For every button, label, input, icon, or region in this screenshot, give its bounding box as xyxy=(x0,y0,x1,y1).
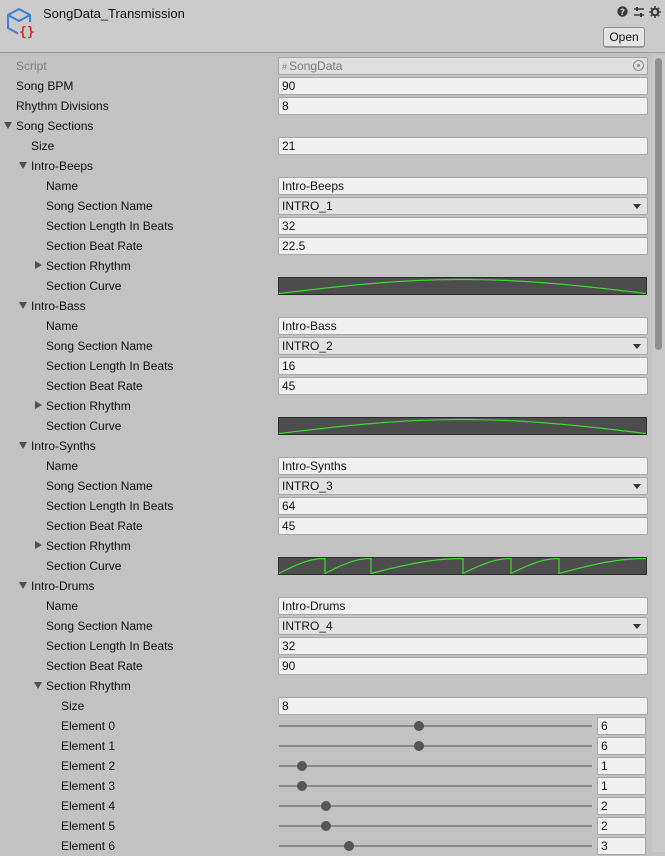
rhythm-element-row xyxy=(0,756,652,776)
settings-gear-icon[interactable] xyxy=(648,5,661,18)
song-sections-size-field[interactable]: 21 xyxy=(278,137,648,155)
section-foldout-arrow[interactable] xyxy=(19,582,27,589)
section-length-label: Section Length In Beats xyxy=(46,219,174,233)
section-length-label: Section Length In Beats xyxy=(46,639,174,653)
open-button[interactable]: Open xyxy=(603,27,645,47)
section-rhythm-label: Section Rhythm xyxy=(46,259,131,273)
size-label: Size xyxy=(31,139,55,153)
section-curve-field[interactable] xyxy=(278,557,647,575)
slider-value-field[interactable]: 2 xyxy=(597,797,646,815)
dropdown-value: INTRO_2 xyxy=(282,339,333,353)
section-length-field[interactable]: 16 xyxy=(278,357,648,375)
slider-thumb[interactable] xyxy=(297,781,307,791)
song-sections-row xyxy=(0,116,652,136)
slider-thumb[interactable] xyxy=(321,801,331,811)
slider-value-field[interactable]: 3 xyxy=(597,837,646,855)
dropdown-value: INTRO_1 xyxy=(282,199,333,213)
song-sections-label: Song Sections xyxy=(16,119,94,133)
preset-sliders-icon[interactable] xyxy=(632,5,645,18)
slider-track[interactable] xyxy=(279,765,592,767)
section-curve-row xyxy=(0,416,652,436)
scrollbar-thumb[interactable] xyxy=(655,58,662,350)
song-sections-size-row xyxy=(0,136,652,156)
section-rhythm-label: Section Rhythm xyxy=(46,399,131,413)
section-curve-field[interactable] xyxy=(278,417,647,435)
rhythm-element-row xyxy=(0,716,652,736)
slider-thumb[interactable] xyxy=(297,761,307,771)
element-label: Element 0 xyxy=(61,719,116,733)
section-header-label: Intro-Drums xyxy=(31,579,95,593)
section-curve-label: Section Curve xyxy=(46,419,122,433)
section-length-field[interactable]: 32 xyxy=(278,217,648,235)
section-rhythm-row xyxy=(0,256,652,276)
section-rhythm-foldout-arrow[interactable] xyxy=(34,682,42,689)
section-length-label: Section Length In Beats xyxy=(46,499,174,513)
slider-value-field[interactable]: 6 xyxy=(597,717,646,735)
slider-value-field[interactable]: 6 xyxy=(597,737,646,755)
rhythm-element-row xyxy=(0,736,652,756)
song-section-name-dropdown[interactable] xyxy=(278,617,648,635)
section-rhythm-foldout-arrow[interactable] xyxy=(35,541,42,549)
section-length-row xyxy=(0,496,652,516)
rhythm-size-field[interactable]: 8 xyxy=(278,697,648,715)
song-section-name-dropdown[interactable] xyxy=(278,477,648,495)
section-beat-rate-field[interactable]: 22.5 xyxy=(278,237,648,255)
section-foldout-arrow[interactable] xyxy=(19,162,27,169)
section-header-intro-drums xyxy=(0,576,652,596)
name-row xyxy=(0,176,652,196)
section-rhythm-foldout-arrow[interactable] xyxy=(35,401,42,409)
section-header-label: Intro-Synths xyxy=(31,439,96,453)
song-section-name-dropdown[interactable] xyxy=(278,197,648,215)
song-bpm-field[interactable]: 90 xyxy=(278,77,648,95)
rhythm-size-row xyxy=(0,696,652,716)
section-length-row xyxy=(0,216,652,236)
rhythm-element-row xyxy=(0,836,652,856)
element-label: Element 3 xyxy=(61,779,116,793)
script-file-icon: # xyxy=(282,62,288,72)
song-section-name-dropdown[interactable] xyxy=(278,337,648,355)
section-foldout-arrow[interactable] xyxy=(19,302,27,309)
section-foldout-arrow[interactable] xyxy=(19,442,27,449)
asset-title: SongData_Transmission xyxy=(43,6,185,21)
section-curve-label: Section Curve xyxy=(46,559,122,573)
section-rhythm-row xyxy=(0,536,652,556)
section-length-row xyxy=(0,636,652,656)
dropdown-value: INTRO_3 xyxy=(282,479,333,493)
section-length-field[interactable]: 32 xyxy=(278,637,648,655)
song-section-name-label: Song Section Name xyxy=(46,339,153,353)
rhythm-size-label: Size xyxy=(61,699,85,713)
section-header-intro-bass xyxy=(0,296,652,316)
slider-track[interactable] xyxy=(279,785,592,787)
section-curve-field[interactable] xyxy=(278,277,647,295)
section-beat-rate-field[interactable]: 45 xyxy=(278,517,648,535)
song-bpm-label: Song BPM xyxy=(16,79,74,93)
element-label: Element 4 xyxy=(61,799,116,813)
section-beat-rate-row xyxy=(0,376,652,396)
slider-thumb[interactable] xyxy=(344,841,354,851)
slider-value-field[interactable]: 2 xyxy=(597,817,646,835)
element-label: Element 1 xyxy=(61,739,116,753)
dropdown-arrow-icon xyxy=(633,204,641,209)
slider-thumb[interactable] xyxy=(321,821,331,831)
rhythm-element-row xyxy=(0,816,652,836)
section-header-label: Intro-Bass xyxy=(31,299,86,313)
section-beat-rate-row xyxy=(0,656,652,676)
section-beat-rate-label: Section Beat Rate xyxy=(46,519,143,533)
section-curve-row xyxy=(0,276,652,296)
slider-thumb[interactable] xyxy=(414,721,424,731)
rhythm-element-row xyxy=(0,796,652,816)
section-curve-label: Section Curve xyxy=(46,279,122,293)
name-field[interactable]: Intro-Synths xyxy=(278,457,648,475)
inspector-header xyxy=(0,0,665,53)
element-label: Element 2 xyxy=(61,759,116,773)
name-label: Name xyxy=(46,459,79,473)
rhythm-divisions-row xyxy=(0,96,652,116)
rhythm-divisions-field[interactable]: 8 xyxy=(278,97,648,115)
section-beat-rate-field[interactable]: 90 xyxy=(278,657,648,675)
help-icon[interactable] xyxy=(616,5,629,18)
rhythm-divisions-label: Rhythm Divisions xyxy=(16,99,109,113)
section-rhythm-foldout-arrow[interactable] xyxy=(35,261,42,269)
section-header-intro-beeps xyxy=(0,156,652,176)
section-beat-rate-label: Section Beat Rate xyxy=(46,239,143,253)
section-rhythm-label: Section Rhythm xyxy=(46,539,131,553)
section-length-field[interactable]: 64 xyxy=(278,497,648,515)
section-curve-row xyxy=(0,556,652,576)
section-beat-rate-label: Section Beat Rate xyxy=(46,659,143,673)
script-name: SongData xyxy=(289,59,343,73)
section-rhythm-row xyxy=(0,396,652,416)
scriptable-object-icon xyxy=(5,6,37,40)
element-label: Element 5 xyxy=(61,819,116,833)
section-beat-rate-field[interactable]: 45 xyxy=(278,377,648,395)
section-beat-rate-row xyxy=(0,236,652,256)
dropdown-arrow-icon xyxy=(633,344,641,349)
song-section-name-label: Song Section Name xyxy=(46,479,153,493)
name-label: Name xyxy=(46,599,79,613)
vertical-scrollbar[interactable] xyxy=(652,55,665,852)
name-field[interactable]: Intro-Beeps xyxy=(278,177,648,195)
dropdown-arrow-icon xyxy=(633,624,641,629)
section-beat-rate-row xyxy=(0,516,652,536)
slider-track[interactable] xyxy=(279,845,592,847)
song-section-name-row xyxy=(0,616,652,636)
song-section-name-row xyxy=(0,476,652,496)
section-header-label: Intro-Beeps xyxy=(31,159,94,173)
dropdown-value: INTRO_4 xyxy=(282,619,333,633)
slider-thumb[interactable] xyxy=(414,741,424,751)
song-bpm-row xyxy=(0,76,652,96)
script-label: Script xyxy=(16,59,47,73)
svg-text:{}: {} xyxy=(19,25,35,40)
song-section-name-label: Song Section Name xyxy=(46,619,153,633)
section-beat-rate-label: Section Beat Rate xyxy=(46,379,143,393)
script-object-field[interactable] xyxy=(278,57,648,75)
name-field[interactable]: Intro-Drums xyxy=(278,597,648,615)
section-length-label: Section Length In Beats xyxy=(46,359,174,373)
rhythm-element-row xyxy=(0,776,652,796)
section-rhythm-row xyxy=(0,676,652,696)
name-field[interactable]: Intro-Bass xyxy=(278,317,648,335)
slider-value-field[interactable]: 1 xyxy=(597,757,646,775)
dropdown-arrow-icon xyxy=(633,484,641,489)
section-rhythm-label: Section Rhythm xyxy=(46,679,131,693)
section-length-row xyxy=(0,356,652,376)
song-sections-foldout-arrow[interactable] xyxy=(4,122,12,129)
slider-value-field[interactable]: 1 xyxy=(597,777,646,795)
slider-track[interactable] xyxy=(279,725,592,727)
script-row xyxy=(0,56,652,76)
svg-text:?: ? xyxy=(619,8,626,17)
name-row xyxy=(0,456,652,476)
section-header-intro-synths xyxy=(0,436,652,456)
name-label: Name xyxy=(46,319,79,333)
song-section-name-row xyxy=(0,336,652,356)
object-picker-icon[interactable] xyxy=(633,60,644,71)
name-row xyxy=(0,316,652,336)
inspector-properties xyxy=(0,56,652,856)
song-section-name-row xyxy=(0,196,652,216)
element-label: Element 6 xyxy=(61,839,116,853)
slider-track[interactable] xyxy=(279,745,592,747)
name-label: Name xyxy=(46,179,79,193)
song-section-name-label: Song Section Name xyxy=(46,199,153,213)
name-row xyxy=(0,596,652,616)
